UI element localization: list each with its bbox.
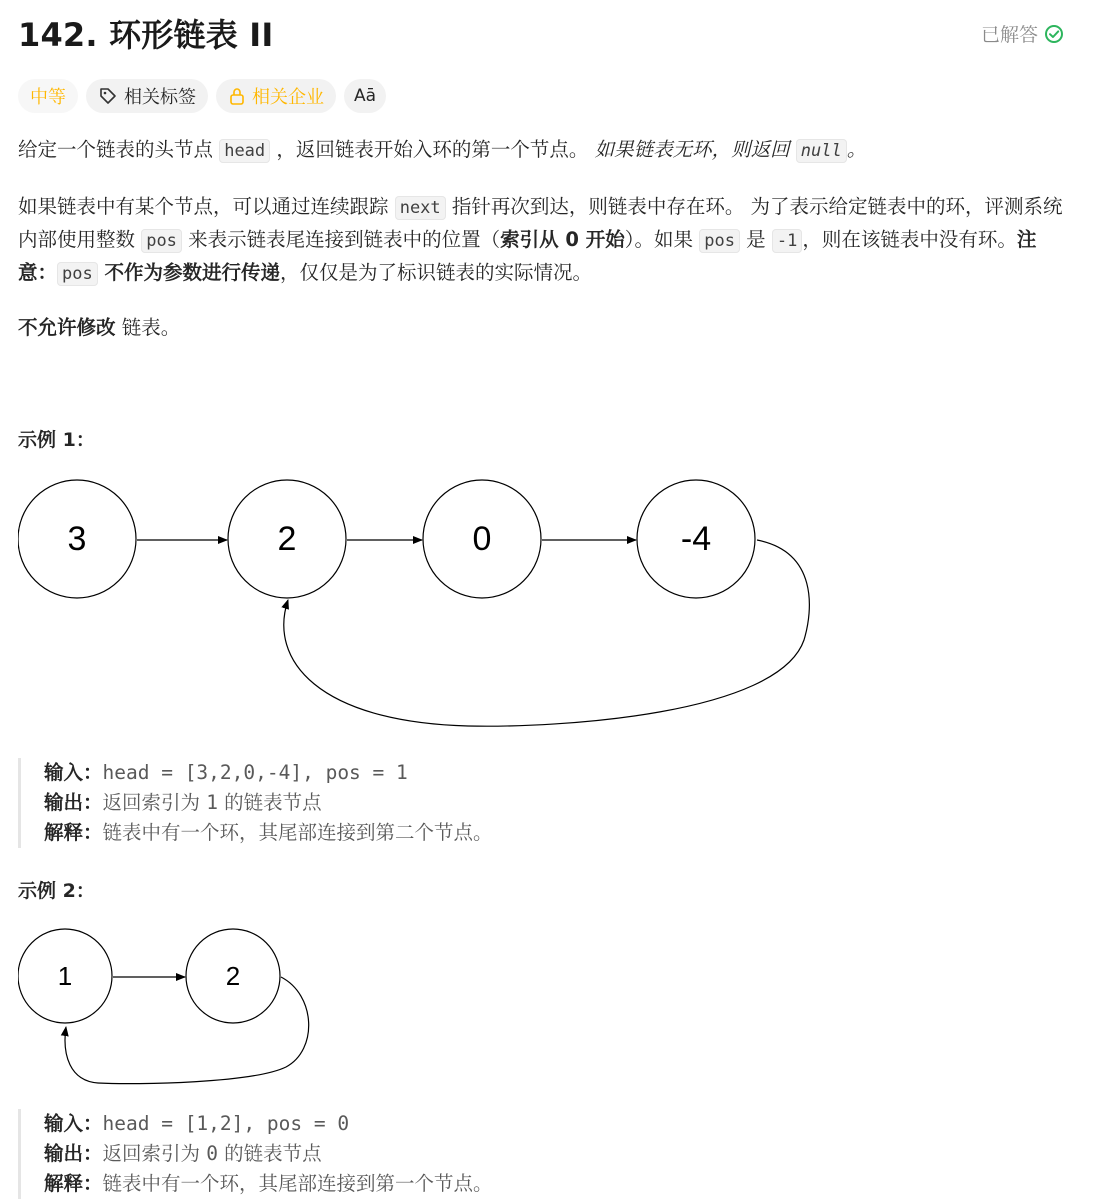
code-head: head	[219, 139, 270, 163]
related-tags-label: 相关标签	[124, 87, 196, 108]
output-label: 输出：	[44, 1142, 103, 1165]
title-row	[18, 0, 1068, 66]
explain-text: 链表中有一个环，其尾部连接到第二个节点。	[102, 821, 493, 844]
output-text: 返回索引为	[102, 1142, 207, 1165]
node-circle	[637, 480, 755, 598]
bold-text: 不允许修改	[18, 316, 116, 339]
bold-text: 索引从 0 开始	[500, 228, 625, 251]
output-text: 的链表节点	[217, 791, 322, 814]
related-tags-button[interactable]	[86, 79, 208, 113]
example-2-diagram	[18, 925, 348, 1095]
output-value: 1	[206, 791, 218, 814]
code-next: next	[395, 196, 446, 220]
node-label: 3	[67, 520, 87, 558]
input-label: 输入：	[44, 761, 103, 784]
solved-label: 已解答	[980, 24, 1038, 46]
input-value: head = [3,2,0,-4], pos = 1	[102, 761, 408, 784]
related-companies-button[interactable]	[216, 79, 336, 113]
explain-label: 解释：	[44, 1172, 103, 1195]
translate-icon: Aā	[354, 86, 377, 106]
text: 链表。	[115, 316, 181, 339]
node-label: 2	[225, 961, 241, 991]
bold-text: 注意：	[18, 228, 1037, 284]
code-null: null	[796, 139, 847, 163]
input-label: 输入：	[44, 1112, 103, 1135]
description-paragraph-1	[18, 134, 1068, 167]
example-1-io	[18, 758, 1044, 848]
node-circle	[18, 480, 136, 598]
code-pos: pos	[141, 229, 182, 253]
example-1-title: 示例 1：	[18, 429, 95, 451]
example-input-line	[44, 758, 1044, 788]
difficulty-badge: 中等	[18, 79, 78, 113]
tag-bar	[18, 78, 1068, 114]
bold-text: 不作为参数进行传递	[97, 261, 281, 284]
check-circle-icon	[1044, 24, 1064, 44]
input-value: head = [1,2], pos = 0	[102, 1112, 350, 1135]
text: ，返回链表开始入环的第一个节点。	[270, 138, 595, 161]
solved-status	[981, 20, 1064, 47]
related-companies-label: 相关企业	[252, 87, 324, 108]
text: ，则在该链表中没有环。	[802, 228, 1017, 251]
description-paragraph-2	[18, 191, 1068, 290]
example-input-line	[44, 1109, 1044, 1139]
problem-description	[18, 0, 1068, 1195]
node-label: -4	[680, 520, 712, 558]
explain-text: 链表中有一个环，其尾部连接到第一个节点。	[102, 1172, 493, 1195]
output-value: 0	[206, 1142, 218, 1165]
lock-icon	[228, 86, 246, 106]
node-circle	[18, 929, 112, 1023]
description-paragraph-3	[18, 312, 1068, 343]
example-output-line	[44, 1139, 1044, 1169]
example-2-title: 示例 2：	[18, 880, 95, 902]
text: ）。如果	[624, 228, 700, 251]
problem-title[interactable]: 142. 环形链表 II	[18, 16, 274, 54]
output-label: 输出：	[44, 791, 103, 814]
text: 指针再次到达，则链表中存在环。 为了表示给定链表中的环，评测系统内部使用整数	[18, 195, 1063, 251]
text: 来表示链表尾连接到链表中的位置（	[181, 228, 501, 251]
translate-button[interactable]	[344, 79, 386, 113]
output-text: 的链表节点	[217, 1142, 322, 1165]
text: 如果链表中有某个节点，可以通过连续跟踪	[18, 195, 395, 218]
node-circle	[228, 480, 346, 598]
emphasis: 如果链表无环，则返回	[594, 138, 796, 161]
node-label: 0	[472, 520, 492, 558]
node-circle	[423, 480, 541, 598]
output-text: 返回索引为	[102, 791, 207, 814]
explain-label: 解释：	[44, 821, 103, 844]
example-explain-line	[44, 1169, 1044, 1199]
emphasis: 。	[846, 138, 867, 161]
tag-icon	[98, 86, 118, 106]
node-label: 2	[277, 520, 297, 558]
code-pos: pos	[699, 229, 740, 253]
example-output-line	[44, 788, 1044, 818]
code-pos: pos	[57, 262, 98, 286]
example-explain-line	[44, 818, 1044, 848]
text: ，仅仅是为了标识链表的实际情况。	[280, 261, 593, 284]
text: 给定一个链表的头节点	[18, 138, 220, 161]
code-minus-one: -1	[772, 229, 802, 253]
node-circle	[186, 929, 280, 1023]
node-label: 1	[57, 961, 73, 991]
example-1-diagram	[18, 470, 838, 740]
text: 是	[739, 228, 772, 251]
